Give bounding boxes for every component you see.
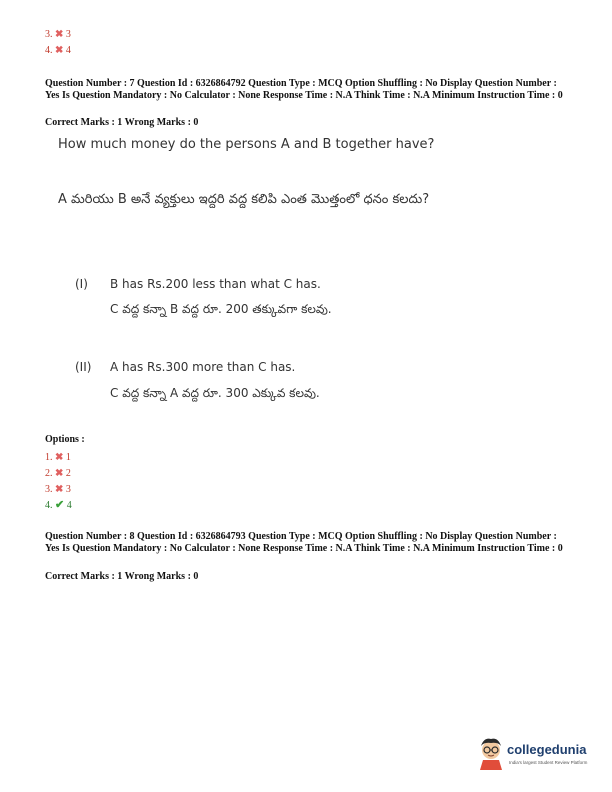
logo-name: collegedunia <box>507 742 587 757</box>
option-2: 2. ✖ 2 <box>45 468 71 479</box>
option-4-correct: 4. ✔ 4 <box>45 499 72 511</box>
question-7-meta: Question Number : 7 Question Id : 6326864792 Question Type : MCQ Option Shuffling : No Display Question Number : Yes Is Question Mandatory : No Calculator : None Response Time : N.A Think Time : N.A Minimum Instruction Time : 0 <box>45 78 563 101</box>
cross-mark-icon: ✖ <box>55 484 64 495</box>
options-label: Options : <box>45 434 85 445</box>
cross-mark-icon: ✖ <box>55 452 64 463</box>
option-1: 1. ✖ 1 <box>45 452 71 463</box>
question-7-marks: Correct Marks : 1 Wrong Marks : 0 <box>45 117 199 128</box>
cross-mark-icon: ✖ <box>55 468 64 479</box>
statement-2-telugu: C వద్ద కన్నా A వద్ద రూ. 300 ఎక్కువ కలవు. <box>110 386 320 400</box>
question-text-telugu: A మరియు B అనే వ్యక్తులు ఇద్దరి వద్ద కలిపి ఎంత మొత్తంలో ధనం కలదు? <box>58 192 430 207</box>
statement-1-english: B has Rs.200 less than what C has. <box>110 277 321 291</box>
question-8-marks: Correct Marks : 1 Wrong Marks : 0 <box>45 571 199 582</box>
check-mark-icon: ✔ <box>55 499 65 511</box>
mascot-icon <box>476 736 506 770</box>
question-text-english: How much money do the persons A and B together have? <box>58 137 435 152</box>
statement-2-english: A has Rs.300 more than C has. <box>110 360 296 374</box>
cross-mark-icon: ✖ <box>55 29 64 40</box>
statement-1-telugu: C వద్ద కన్నా B వద్ద రూ. 200 తక్కువగా కలవు. <box>110 302 332 316</box>
statement-1-number: (I) <box>75 277 88 291</box>
logo-tagline: India's largest Student Review Platform <box>509 760 588 765</box>
statement-2-number: (II) <box>75 360 92 374</box>
option-3: 3. ✖ 3 <box>45 484 71 495</box>
question-8-meta: Question Number : 8 Question Id : 6326864793 Question Type : MCQ Option Shuffling : No Display Question Number : Yes Is Question Mandatory : No Calculator : None Response Time : N.A Think Time : N.A Minimum Instruction Time : 0 <box>45 531 563 554</box>
prev-option-4: 4. ✖ 4 <box>45 45 71 56</box>
collegedunia-logo <box>476 736 604 772</box>
prev-option-3: 3. ✖ 3 <box>45 29 71 40</box>
cross-mark-icon: ✖ <box>55 45 64 56</box>
